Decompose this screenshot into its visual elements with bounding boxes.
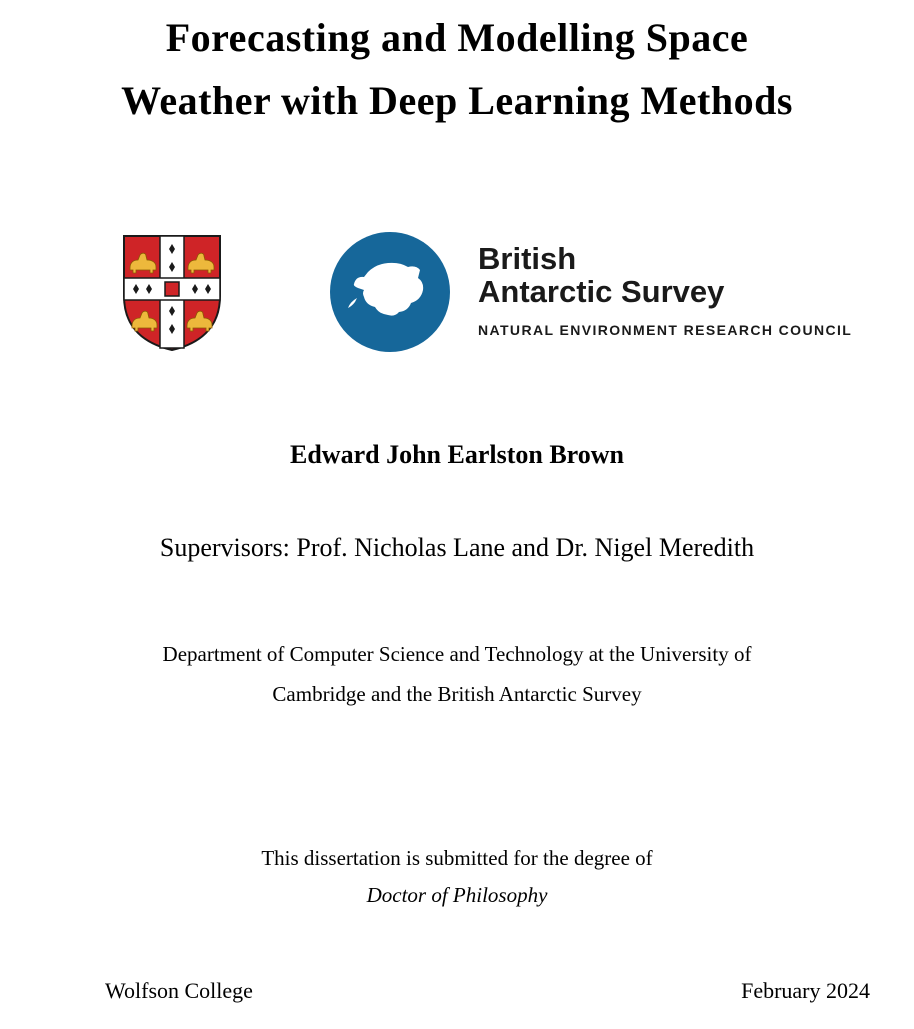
department-affiliation [0, 634, 914, 714]
antarctica-icon [330, 232, 450, 352]
department-line-2: Cambridge and the British Antarctic Survey [272, 682, 642, 706]
bas-wordmark [478, 232, 852, 338]
bas-subtitle: NATURAL ENVIRONMENT RESEARCH COUNCIL [478, 322, 853, 338]
footer-row [0, 978, 914, 1004]
submission-date: February 2024 [741, 978, 870, 1003]
bas-wordmark-line-1: British [478, 241, 577, 276]
cambridge-logo [122, 234, 222, 352]
supervisors-line: Supervisors: Prof. Nicholas Lane and Dr. Nigel Meredith [159, 533, 755, 562]
logo-row [0, 232, 914, 354]
degree-statement: This dissertation is submitted for the degree of [261, 846, 653, 870]
title-line-2: Weather with Deep Learning Methods [121, 78, 793, 123]
author-name: Edward John Earlston Brown [290, 440, 624, 469]
title-line-1: Forecasting and Modelling Space [165, 15, 749, 60]
page-title [0, 6, 914, 132]
cambridge-shield-icon [122, 234, 222, 352]
degree-name: Doctor of Philosophy [366, 883, 548, 907]
college-name: Wolfson College [105, 978, 253, 1003]
department-line-1: Department of Computer Science and Technology at the University of [162, 642, 752, 666]
bas-wordmark-line-2: Antarctic Survey [478, 274, 725, 309]
bas-logo [330, 232, 852, 352]
degree-statement-block [0, 840, 914, 914]
